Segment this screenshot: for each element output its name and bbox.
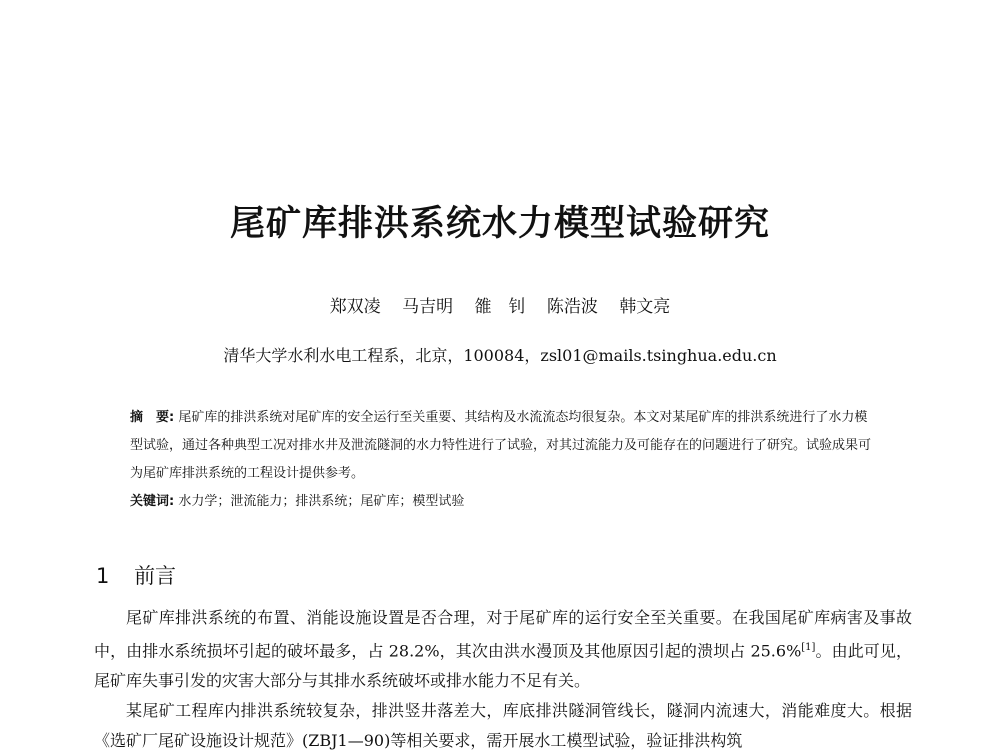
author-name: 陈浩波 [546, 297, 598, 317]
paragraph: 某尾矿工程库内排洪系统较复杂，排洪竖井落差大，库底排洪隧洞管线长，隧洞内流速大，消能难度大。根据《选矿厂尾矿设施设计规范》(ZBJ1—90)等相关要求，需开展水工模型试验，验证排洪构筑 [94, 701, 912, 751]
paragraph [94, 603, 912, 696]
abstract-text: 尾矿库的排洪系统对尾矿库的安全运行至关重要、其结构及水流流态均很复杂。本文对某尾矿库的排洪系统进行了水力模型试验，通过各种典型工况对排水井及泄流隧洞的水力特性进行了试验，对其过流能力及可能存在的问题进行了研究。试验成果可为尾矿库排洪系统的工程设计提供参考。 [130, 410, 872, 481]
keywords [130, 488, 880, 516]
paragraph-text: 。由此可见，尾矿库失事引发的灾害大部分与其排水系统破坏或排水能力不足有关。 [94, 641, 912, 691]
paragraph-text: 尾矿库排洪系统的布置、消能设施设置是否合理，对于尾矿库的运行安全至关重要。在我国尾矿库病害及事故中，由排水系统损坏引起的破坏最多，占 28.2%，其次由洪水漫顶及其他原因引起的溃坝占 25.6% [94, 608, 912, 661]
keywords-label: 关键词: [130, 494, 175, 509]
author-name: 韩文亮 [619, 297, 671, 317]
paper-title: 尾矿库排洪系统水力模型试验研究 [229, 204, 770, 244]
section-number: 1 [96, 564, 110, 588]
author-list [0, 292, 1000, 317]
abstract [130, 404, 880, 488]
citation-ref: [1] [801, 642, 816, 653]
author-name: 郑双凌 [329, 297, 381, 317]
author-name: 马吉明 [402, 297, 454, 317]
body-text [94, 603, 912, 756]
section-heading [96, 560, 176, 590]
affiliation: 清华大学水利水电工程系，北京，100084，zsl01@mails.tsinghua.edu.cn [223, 346, 777, 365]
section-title: 前言 [134, 564, 177, 588]
abstract-label: 摘 要: [130, 410, 175, 425]
author-name: 雒 钊 [474, 297, 526, 317]
keywords-text: 水力学；泄流能力；排洪系统；尾矿库；模型试验 [178, 494, 465, 509]
